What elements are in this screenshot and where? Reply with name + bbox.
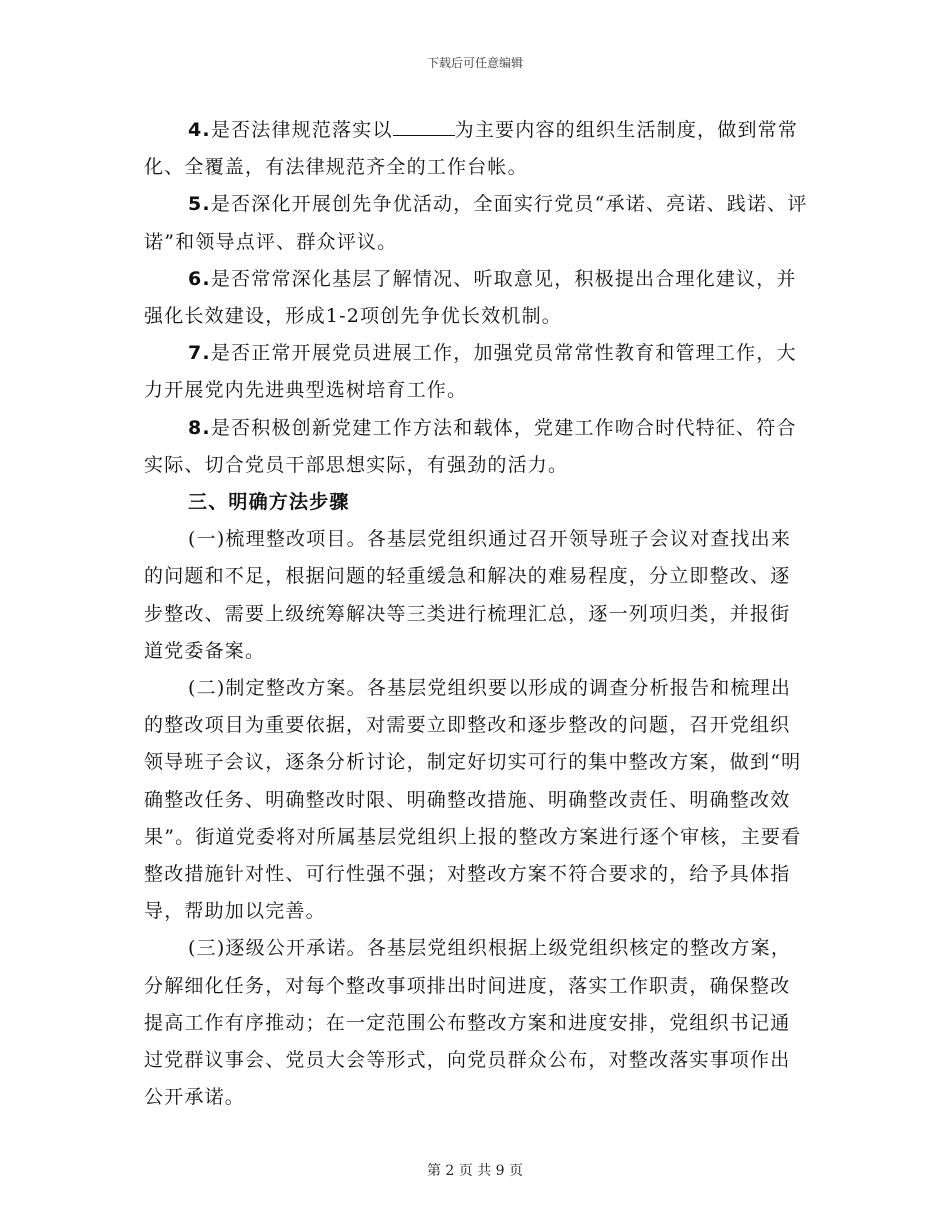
list-item-8 (144, 410, 808, 484)
item-number: 4. (188, 119, 211, 141)
item-number: 5. (188, 193, 211, 216)
paragraph-3: (三)逐级公开承诺。各基层党组织根据上级党组织核定的整改方案，分解细化任务，对每个整改事项排出时间进度，落实工作职责，确保整改提高工作有序推动；在一定范围公布整改方案和进度安排，党组织书记通过党群议事会、党员大会等形式，向党员群众公布，对整改落实事项作出公开承诺。 (144, 937, 792, 1109)
list-item-6 (144, 261, 808, 335)
page-footer: 第 2 页 共 9 页 (426, 1163, 524, 1179)
item-text: 是否正常开展党员进展工作，加强党员常常性教育和管理工作，大力开展党内先进典型选树培育工作。 (144, 342, 797, 402)
page-header: 下载后可任意编辑 (426, 56, 523, 70)
fill-blank (393, 119, 455, 136)
item-text: 是否常常深化基层了解情况、听取意见，积极提出合理化建议，并强化长效建设，形成1-2项创先争优长效机制。 (144, 267, 797, 328)
paragraph-2: (二)制定整改方案。各基层党组织要以形成的调查分析报告和梳理出的整改项目为重要依据，对需要立即整改和逐步整改的问题，召开党组织领导班子会议，逐条分析讨论，制定好切实可行的集中整改方案，做到“明确整改任务、明确整改时限、明确整改措施、明确整改责任、明确整改效果”。街道党委将对所属基层党组织上报的整改方案进行逐个审核，主要看整改措施针对性、可行性强不强；对整改方案不符合要求的，给予具体指导，帮助加以完善。 (144, 677, 802, 923)
item-text: 是否深化开展创先争优活动，全面实行党员“承诺、亮诺、践诺、评诺”和领导点评、群众评议。 (144, 193, 808, 253)
list-item-5 (144, 186, 808, 260)
list-item-7 (144, 335, 808, 409)
section-title: 三、明确方法步骤 (188, 491, 350, 514)
document-body (144, 112, 808, 1116)
paragraph-1: (一)梳理整改项目。各基层党组织通过召开领导班子会议对查找出来的问题和不足，根据问题的轻重缓急和解决的难易程度，分立即整改、逐步整改、需要上级统筹解决等三类进行梳理汇总，逐一列项归类，并报街道党委备案。 (144, 528, 792, 662)
list-item-4 (144, 112, 808, 186)
item-number: 7. (188, 342, 211, 365)
item-text-post: 为主要内容的组织生活制度，做到常常化、全覆盖，有法律规范齐全的工作台帐。 (144, 119, 799, 179)
item-text: 是否积极创新党建工作方法和载体，党建工作吻合时代特征、符合实际、切合党员干部思想实际，有强劲的活力。 (144, 416, 797, 476)
item-text-pre: 是否法律规范落实以 (210, 119, 393, 141)
item-number: 6. (188, 267, 211, 290)
item-number: 8. (188, 416, 211, 439)
